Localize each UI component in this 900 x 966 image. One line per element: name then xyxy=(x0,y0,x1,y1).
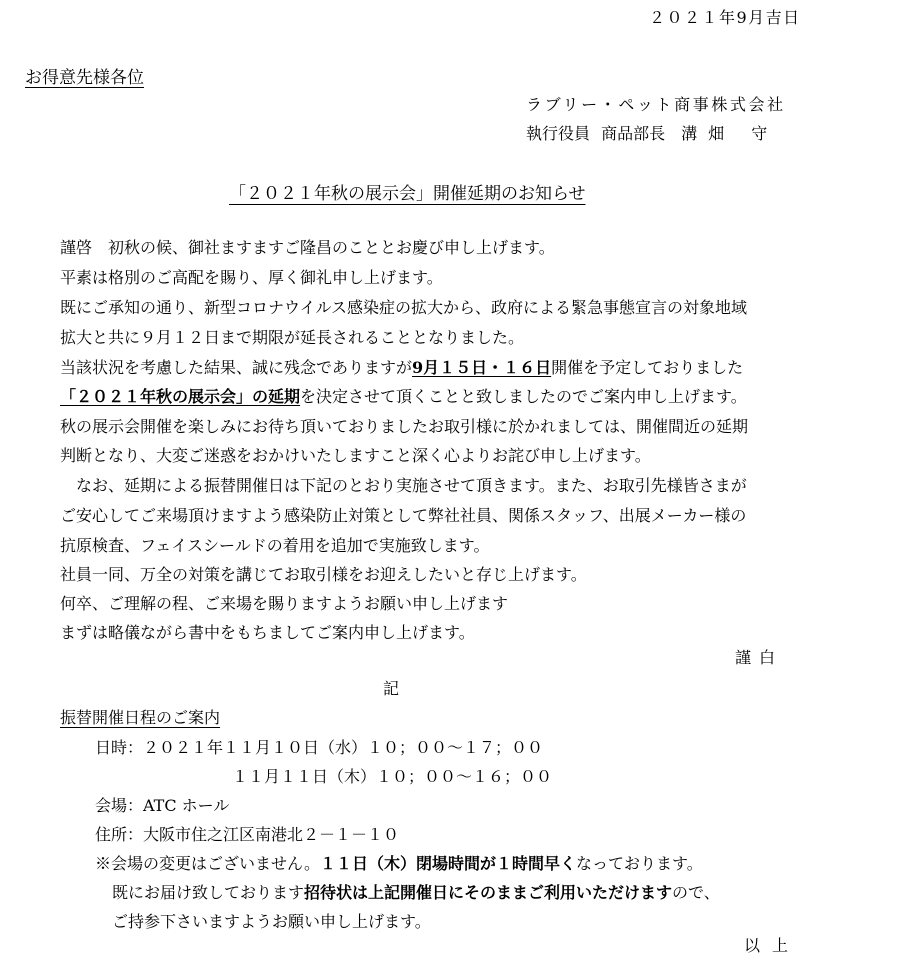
sender-person: 執行役員 商品部長 溝 畑 守 xyxy=(526,124,768,143)
recipient-line: お得意先様各位 xyxy=(25,68,144,88)
schedule-note-2-text-a: 既にお届け致しております xyxy=(112,883,305,902)
body-line-8: 判断となり、大変ご迷惑をおかけいたしますこと深く心よりお詫び申し上げます。 xyxy=(60,446,651,465)
schedule-address: 住所：大阪市住之江区南港北２－１－１０ xyxy=(95,825,400,844)
body-line-5-text-a: 当該状況を考慮した結果、誠に残念でありますが xyxy=(60,358,413,377)
body-line-6 xyxy=(60,389,747,405)
body-line-14: まずは略儀ながら書中をもちましてご案内申し上げます。 xyxy=(60,623,475,642)
body-line-10: ご安心してご来場頂けますよう感染防止対策として弊社社員、関係スタッフ、出展メーカー様の xyxy=(60,506,747,525)
body-line-5 xyxy=(60,360,743,376)
schedule-note-1-text-c: なっております。 xyxy=(575,854,703,873)
schedule-note-2-text-c: ので、 xyxy=(672,883,720,902)
schedule-note-2 xyxy=(112,885,720,901)
body-line-1: 謹啓 初秋の候、御社ますますご隆昌のこととお慶び申し上げます。 xyxy=(60,238,555,257)
schedule-note-1-text-a: ※会場の変更はございません。 xyxy=(95,854,320,873)
closing-keihaku: 謹白 xyxy=(735,648,784,667)
body-line-11: 抗原検査、フェイスシールドの着用を追加で実施致します。 xyxy=(60,536,490,555)
schedule-note-1 xyxy=(95,856,703,872)
document-title: 「２０２１年秋の展示会」開催延期のお知らせ xyxy=(229,184,586,204)
schedule-venue: 会場：ATC ホール xyxy=(95,796,230,815)
body-line-7: 秋の展示会開催を楽しみにお待ち頂いておりましたお取引様に於かれましては、開催間近の延期 xyxy=(60,417,749,436)
schedule-datetime-2: １１月１１日（木）１０；００〜１６；００ xyxy=(232,767,553,786)
body-line-13: 何卒、ご理解の程、ご来場を賜りますようお願い申し上げます xyxy=(60,594,509,613)
body-line-5-text-c: 開催を予定しておりました xyxy=(551,358,744,377)
body-line-9: なお、延期による振替開催日は下記のとおり実施させて頂きます。また、お取引先様皆さまが xyxy=(60,476,747,495)
body-line-12: 社員一同、万全の対策を講じてお取引様をお迎えしたいと存じ上げます。 xyxy=(60,565,587,584)
schedule-title: 振替開催日程のご案内 xyxy=(60,708,221,727)
body-line-6-text-b: を決定させて頂くことと致しましたのでご案内申し上げます。 xyxy=(300,387,747,406)
document-date: ２０２１年9月吉日 xyxy=(649,8,801,27)
ending-ijo: 以上 xyxy=(744,936,801,955)
postponement-emphasis: 「２０２１年秋の展示会」の延期 xyxy=(60,387,301,406)
invitation-emphasis: 招待状は上記開催日にそのままご利用いただけます xyxy=(304,883,673,902)
closing-time-emphasis: １１日（木）閉場時間が１時間早く xyxy=(319,854,576,873)
body-line-3: 既にご承知の通り、新型コロナウイルス感染症の拡大から、政府による緊急事態宣言の対象地域 xyxy=(60,298,748,317)
schedule-note-3: ご持参下さいますようお願い申し上げます。 xyxy=(112,912,431,931)
sender-company: ラブリー・ペット商事株式会社 xyxy=(526,95,786,114)
event-dates-emphasis: 9月１５日・１６日 xyxy=(412,358,552,377)
body-line-4: 拡大と共に９月１２日まで期限が延長されることとなりました。 xyxy=(60,328,525,347)
ki-marker: 記 xyxy=(383,679,400,698)
body-line-2: 平素は格別のご高配を賜り、厚く御礼申し上げます。 xyxy=(60,268,443,287)
schedule-datetime-1: 日時：２０２１年１１月１０日（水）１０；００〜１７；００ xyxy=(95,738,544,757)
